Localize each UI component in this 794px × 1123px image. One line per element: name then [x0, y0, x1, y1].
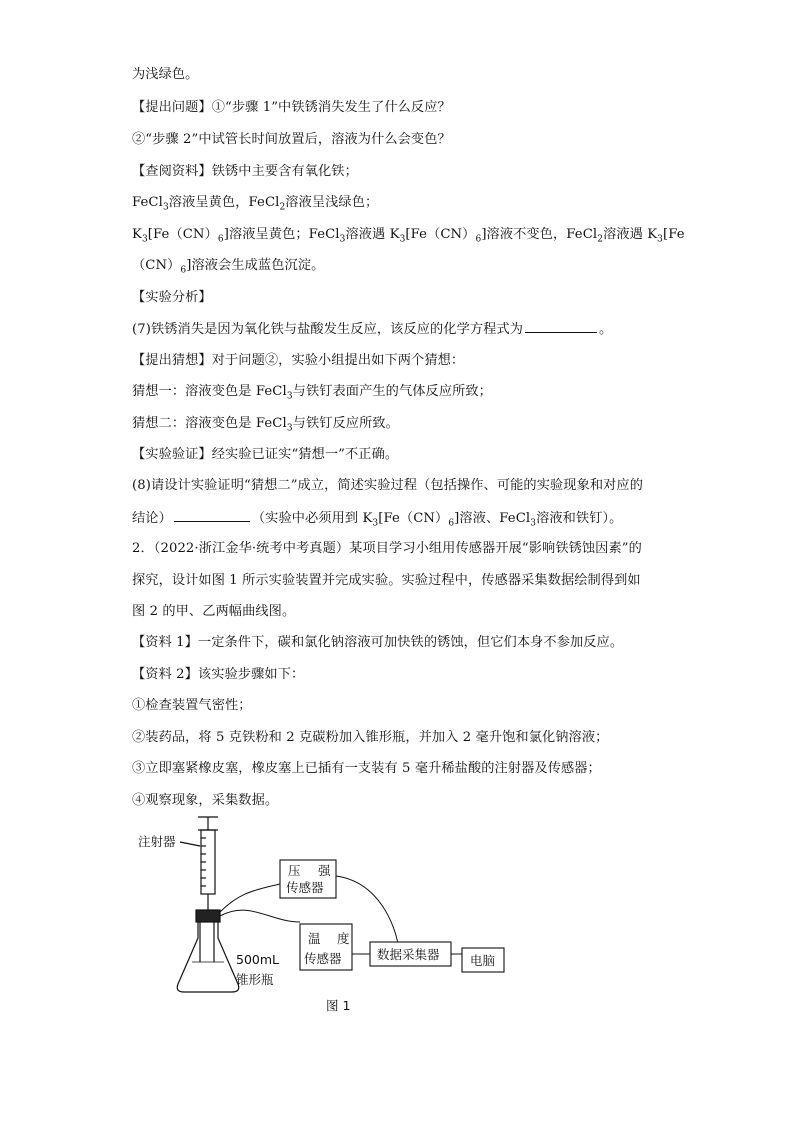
subscript: 3 [141, 234, 148, 245]
subscript: 3 [162, 202, 169, 213]
subscript: 6 [475, 234, 482, 245]
text-segment: [Fe [663, 227, 685, 242]
text-segment: ②“步骤 2”中试管长时间放置后，溶液为什么会变色？ [132, 132, 451, 147]
text-line [132, 509, 672, 528]
stopper-icon [196, 910, 220, 962]
text-segment: 【实验验证】经实验已证实“猜想一”不正确。 [132, 447, 399, 462]
subscript: 3 [286, 391, 293, 402]
subscript: 3 [339, 234, 346, 245]
subscript: 3 [372, 518, 379, 529]
text-segment: 溶液遇 K [603, 227, 658, 242]
text-segment: 溶液呈黄色，FeCl [168, 195, 280, 210]
text-segment: 溶液和铁钉）。 [536, 511, 623, 526]
text-segment: ]溶液会生成蓝色沉淀。 [186, 258, 325, 273]
text-segment: 图 2 的甲、乙两幅曲线图。 [132, 604, 296, 619]
apparatus-diagram [130, 812, 530, 1022]
text-line [132, 320, 672, 339]
flask-name-label: 锥形瓶 [236, 972, 274, 987]
temperature-sensor-label: 传感器 [304, 951, 342, 966]
text-line [132, 131, 672, 149]
text-segment: 与铁钉反应所致。 [292, 416, 399, 431]
subscript: 6 [217, 234, 224, 245]
text-line [132, 634, 672, 652]
text-line [132, 603, 672, 621]
text-line [132, 666, 672, 684]
text-segment: 【查阅资料】铁锈中主要含有氧化铁； [132, 164, 358, 179]
text-segment: ④观察现象，采集数据。 [132, 793, 279, 808]
figure-caption: 图 1 [326, 998, 351, 1013]
text-segment: ]溶液呈黄色；FeCl [223, 227, 340, 242]
text-line [132, 383, 672, 401]
text-line [132, 352, 672, 370]
temp-sensor-char1: 温 [308, 931, 321, 946]
text-segment: [Fe（CN） [378, 511, 449, 526]
text-segment: 2．（2022·浙江金华·统考中考真题）某项目学习小组用传感器开展“影响铁锈蚀因素”的 [132, 541, 642, 556]
text-segment: ②装药品，将 5 克铁粉和 2 克碳粉加入锥形瓶，并加入 2 毫升饱和氯化钠溶液； [132, 730, 609, 745]
text-line [132, 540, 672, 558]
text-segment: 探究，设计如图 1 所示实验装置并完成实验。实验过程中，传感器采集数据绘制得到如 [132, 573, 641, 588]
subscript: 3 [286, 423, 293, 434]
subscript: 6 [448, 518, 455, 529]
figure-1-apparatus [130, 812, 530, 1022]
syringe-label: 注射器 [138, 834, 176, 849]
text-line [132, 194, 672, 212]
text-line [132, 792, 672, 810]
text-line [132, 572, 672, 590]
text-segment: ③立即塞紧橡皮塞，橡皮塞上已插有一支装有 5 毫升稀盐酸的注射器及传感器； [132, 761, 601, 776]
flask-volume-label: 500mL [236, 952, 279, 967]
text-segment: 为浅绿色。 [132, 67, 199, 82]
text-segment: 溶液呈浅绿色； [285, 195, 379, 210]
text-segment: ①检查装置气密性； [132, 698, 252, 713]
text-segment: （实验中必须用到 K [251, 511, 373, 526]
text-line [132, 477, 672, 495]
conical-flask-icon [177, 922, 239, 992]
text-line [132, 257, 672, 275]
text-segment: 【提出猜想】对于问题②，实验小组提出如下两个猜想： [132, 353, 465, 368]
text-segment: 【提出问题】①“步骤 1”中铁锈消失发生了什么反应？ [132, 100, 451, 115]
pressure-sensor-char1: 压 [288, 863, 301, 878]
text-line [132, 697, 672, 715]
text-segment: ]溶液不变色，FeCl [481, 227, 598, 242]
text-segment: K [132, 227, 142, 242]
text-segment: 溶液遇 K [345, 227, 400, 242]
text-segment: (7)铁锈消失是因为氧化铁与盐酸发生反应，该反应的化学方程式为 [132, 322, 524, 337]
text-line [132, 289, 672, 307]
subscript: 3 [399, 234, 406, 245]
subscript: 2 [597, 234, 604, 245]
pressure-sensor-char2: 强 [318, 863, 331, 878]
answer-blank[interactable] [174, 509, 250, 522]
text-segment: 猜想一：溶液变色是 FeCl [132, 384, 287, 399]
text-line [132, 760, 672, 778]
text-line [132, 226, 685, 245]
text-segment: 结论） [132, 511, 172, 526]
subscript: 6 [180, 265, 187, 276]
text-line [132, 66, 672, 84]
syringe-icon [180, 817, 218, 912]
text-segment: [Fe（CN） [405, 227, 476, 242]
text-line [132, 446, 672, 464]
computer-label: 电脑 [470, 953, 496, 968]
text-segment: ]溶液、FeCl [454, 511, 531, 526]
subscript: 3 [657, 234, 663, 245]
text-segment: FeCl [132, 195, 163, 210]
text-line [132, 415, 672, 433]
text-segment: 【资料 1】一定条件下，碳和氯化钠溶液可加快铁的锈蚀，但它们本身不参加反应。 [132, 635, 624, 650]
text-segment: 。 [599, 322, 613, 337]
temp-sensor-char2: 度 [337, 931, 350, 946]
text-segment: 【资料 2】该实验步骤如下： [132, 667, 305, 682]
subscript: 2 [279, 202, 286, 213]
text-line [132, 163, 672, 181]
pressure-sensor-label: 传感器 [286, 880, 324, 895]
subscript: 3 [530, 518, 537, 529]
text-segment: 猜想二：溶液变色是 FeCl [132, 416, 287, 431]
text-segment: 与铁钉表面产生的气体反应所致； [292, 384, 492, 399]
text-segment: （CN） [132, 258, 181, 273]
data-collector-label: 数据采集器 [377, 947, 440, 962]
text-segment: (8)请设计实验证明“猜想二”成立，简述实验过程（包括操作、可能的实验现象和对应的 [132, 478, 644, 493]
text-segment: 【实验分析】 [132, 290, 212, 305]
text-line [132, 729, 672, 747]
text-line [132, 99, 672, 117]
answer-blank[interactable] [525, 320, 597, 333]
text-segment: [Fe（CN） [147, 227, 218, 242]
